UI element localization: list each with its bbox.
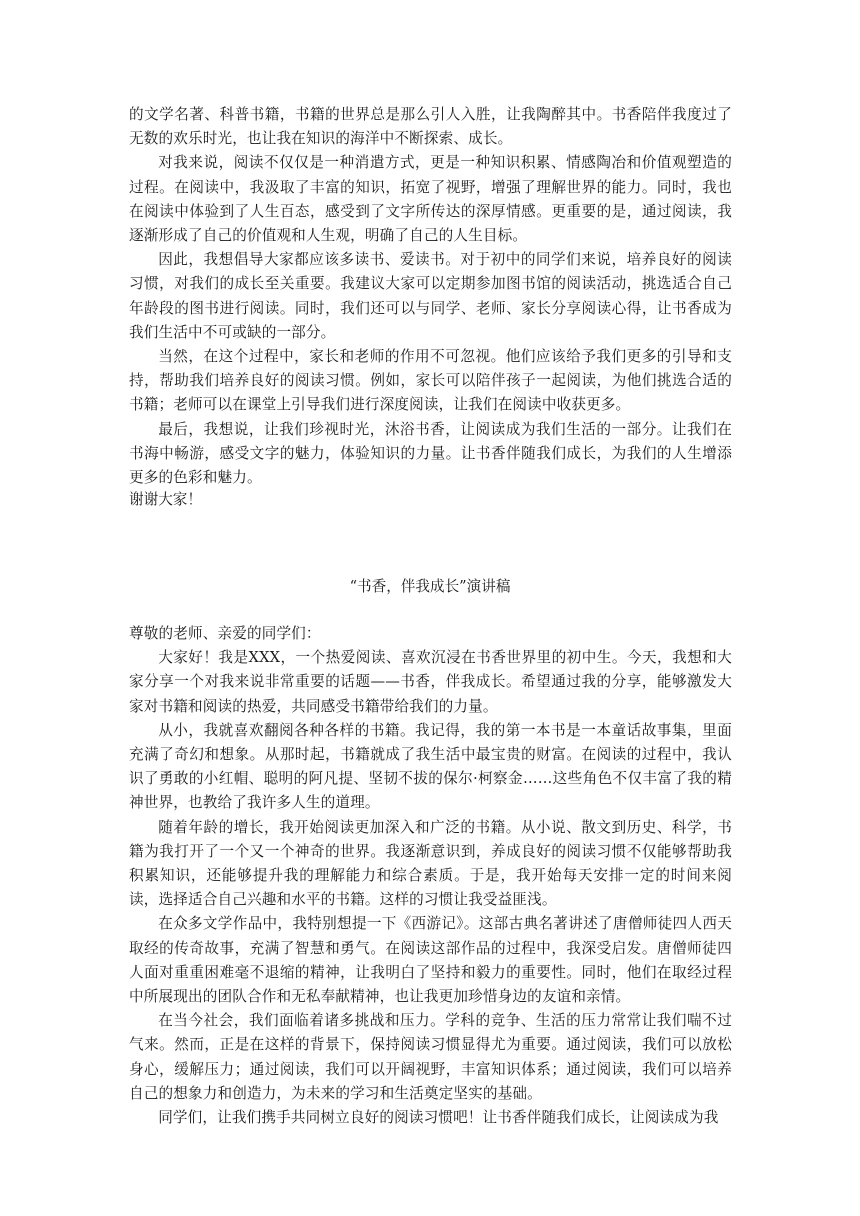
paragraph: 大家好！我是XXX，一个热爱阅读、喜欢沉浸在书香世界里的初中生。今天，我想和大家分享一个对我来说非常重要的话题——书香，伴我成长。希望通过我的分享，能够激发大家对书籍和阅读的热爱，共同感受书籍带给我们的力量。 [129, 649, 732, 715]
paragraph: 同学们，让我们携手共同树立良好的阅读习惯吧！让书香伴随我们成长，让阅读成为我 [158, 1109, 719, 1127]
paragraph: 因此，我想倡导大家都应该多读书、爱读书。对于初中的同学们来说，培养良好的阅读习惯，对我们的成长至关重要。我建议大家可以定期参加图书馆的阅读活动，挑选适合自己年龄段的图书进行阅读。同时，我们还可以与同学、老师、家长分享阅读心得，让书香成为我们生活中不可或缺的一部分。 [129, 251, 732, 341]
paragraph: 在众多文学作品中，我特别想提一下《西游记》。这部古典名著讲述了唐僧师徒四人西天取经的传奇故事，充满了智慧和勇气。在阅读这部作品的过程中，我深受启发。唐僧师徒四人面对重重困难毫不退缩的精神，让我明白了坚持和毅力的重要性。同时，他们在取经过程中所展现出的团队合作和无私奉献精神，也让我更加珍惜身边的友谊和亲情。 [129, 915, 732, 1006]
speech-continuation-section [129, 103, 732, 490]
salutation: 尊敬的老师、亲爱的同学们： [129, 625, 321, 642]
paragraph: 随着年龄的增长，我开始阅读更加深入和广泛的书籍。从小说、散文到历史、科学，书籍为我打开了一个又一个神奇的世界。我逐渐意识到，养成良好的阅读习惯不仅能够帮助我积累知识，还能够提升我的理解能力和综合素质。于是，我开始每天安排一定的时间来阅读，选择适合自己兴趣和水平的书籍。这样的习惯让我受益匪浅。 [129, 818, 732, 909]
closing-thanks: 谢谢大家！ [129, 491, 202, 508]
paragraph: 当然，在这个过程中，家长和老师的作用不可忽视。他们应该给予我们更多的引导和支持，帮助我们培养良好的阅读习惯。例如，家长可以陪伴孩子一起阅读，为他们挑选合适的书籍；老师可以在课堂上引导我们进行深度阅读，让我们在阅读中收获更多。 [129, 348, 732, 414]
speech-body-section [129, 622, 732, 1130]
paragraph: 对我来说，阅读不仅仅是一种消遣方式，更是一种知识积累、情感陶冶和价值观塑造的过程。在阅读中，我汲取了丰富的知识，拓宽了视野，增强了理解世界的能力。同时，我也在阅读中体验到了人生百态，感受到了文字所传达的深厚情感。更重要的是，通过阅读，我逐渐形成了自己的价值观和人生观，明确了自己的人生目标。 [129, 154, 732, 245]
paragraph: 的文学名著、科普书籍，书籍的世界总是那么引人入胜，让我陶醉其中。书香陪伴我度过了无数的欢乐时光，也让我在知识的海洋中不断探索、成长。 [129, 106, 732, 148]
paragraph: 最后，我想说，让我们珍视时光，沐浴书香，让阅读成为我们生活的一部分。让我们在书海中畅游，感受文字的魅力，体验知识的力量。让书香伴随我们成长，为我们的人生增添更多的色彩和魅力。 [129, 420, 732, 487]
speech-title: “书香，伴我成长”演讲稿 [349, 578, 511, 595]
paragraph: 在当今社会，我们面临着诸多挑战和压力。学科的竞争、生活的压力常常让我们喘不过气来。然而，正是在这样的背景下，保持阅读习惯显得尤为重要。通过阅读，我们可以放松身心，缓解压力；通过阅读，我们可以开阔视野，丰富知识体系；通过阅读，我们可以培养自己的想象力和创造力，为未来的学习和生活奠定坚实的基础。 [129, 1012, 732, 1102]
paragraph: 从小，我就喜欢翻阅各种各样的书籍。我记得，我的第一本书是一本童话故事集，里面充满了奇幻和想象。从那时起，书籍就成了我生活中最宝贵的财富。在阅读的过程中，我认识了勇敢的小红帽、聪明的阿凡提、坚韧不拔的保尔·柯察金……这些角色不仅丰富了我的精神世界，也教给了我许多人生的道理。 [129, 721, 732, 812]
